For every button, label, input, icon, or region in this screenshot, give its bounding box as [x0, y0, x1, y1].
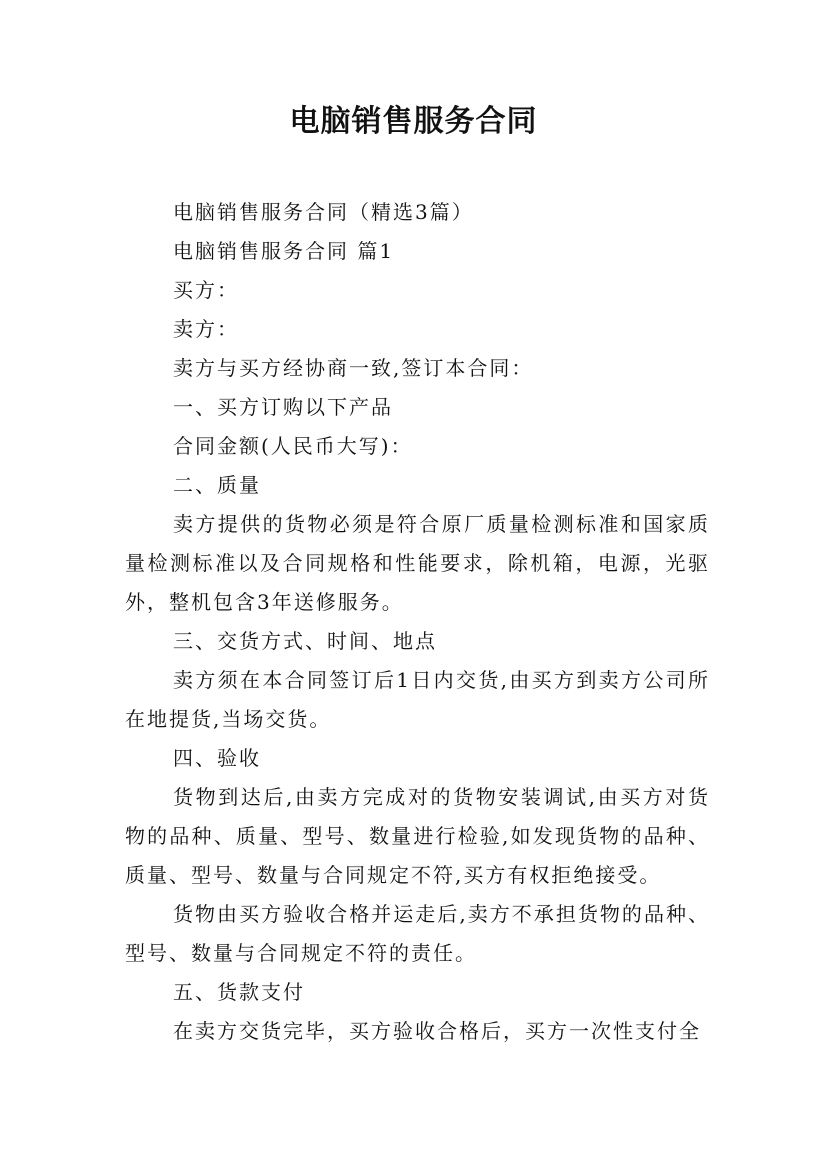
- paragraph-acceptance-liability: 货物由买方验收合格并运走后,卖方不承担货物的品种、型号、数量与合同规定不符的责任。: [125, 902, 710, 965]
- paragraph-agreement: 卖方与买方经协商一致,签订本合同：: [173, 356, 534, 380]
- paragraph-buyer: 买方：: [173, 278, 239, 302]
- clause-heading-quality: 二、质量: [173, 473, 261, 497]
- paragraph-delivery: 卖方须在本合同签订后1日内交货,由买方到卖方公司所在地提货,当场交货。: [125, 668, 710, 731]
- document-title: 电脑销售服务合同: [289, 104, 538, 139]
- paragraph-quality: 卖方提供的货物必须是符合原厂质量检测标准和国家质量检测标准以及合同规格和性能要求，除机箱，电源，光驱外，整机包含3年送修服务。: [125, 512, 710, 614]
- clause-heading-order: 一、买方订购以下产品: [173, 395, 393, 419]
- clause-heading-payment: 五、货款支付: [173, 980, 305, 1004]
- paragraph-section-heading: 电脑销售服务合同 篇1: [173, 239, 395, 263]
- clause-heading-delivery: 三、交货方式、时间、地点: [173, 629, 437, 653]
- paragraph-subtitle: 电脑销售服务合同（精选3篇）: [173, 200, 474, 224]
- document-body: [125, 193, 710, 1051]
- paragraph-acceptance: 货物到达后,由卖方完成对的货物安装调试,由买方对货物的品种、质量、型号、数量进行检验,如发现货物的品种、质量、型号、数量与合同规定不符,买方有权拒绝接受。: [125, 785, 710, 887]
- paragraph-contract-amount: 合同金额(人民币大写)：: [173, 434, 413, 458]
- paragraph-payment: 在卖方交货完毕，买方验收合格后，买方一次性支付全: [173, 1019, 701, 1043]
- clause-heading-acceptance: 四、验收: [173, 746, 261, 770]
- paragraph-seller: 卖方：: [173, 317, 239, 341]
